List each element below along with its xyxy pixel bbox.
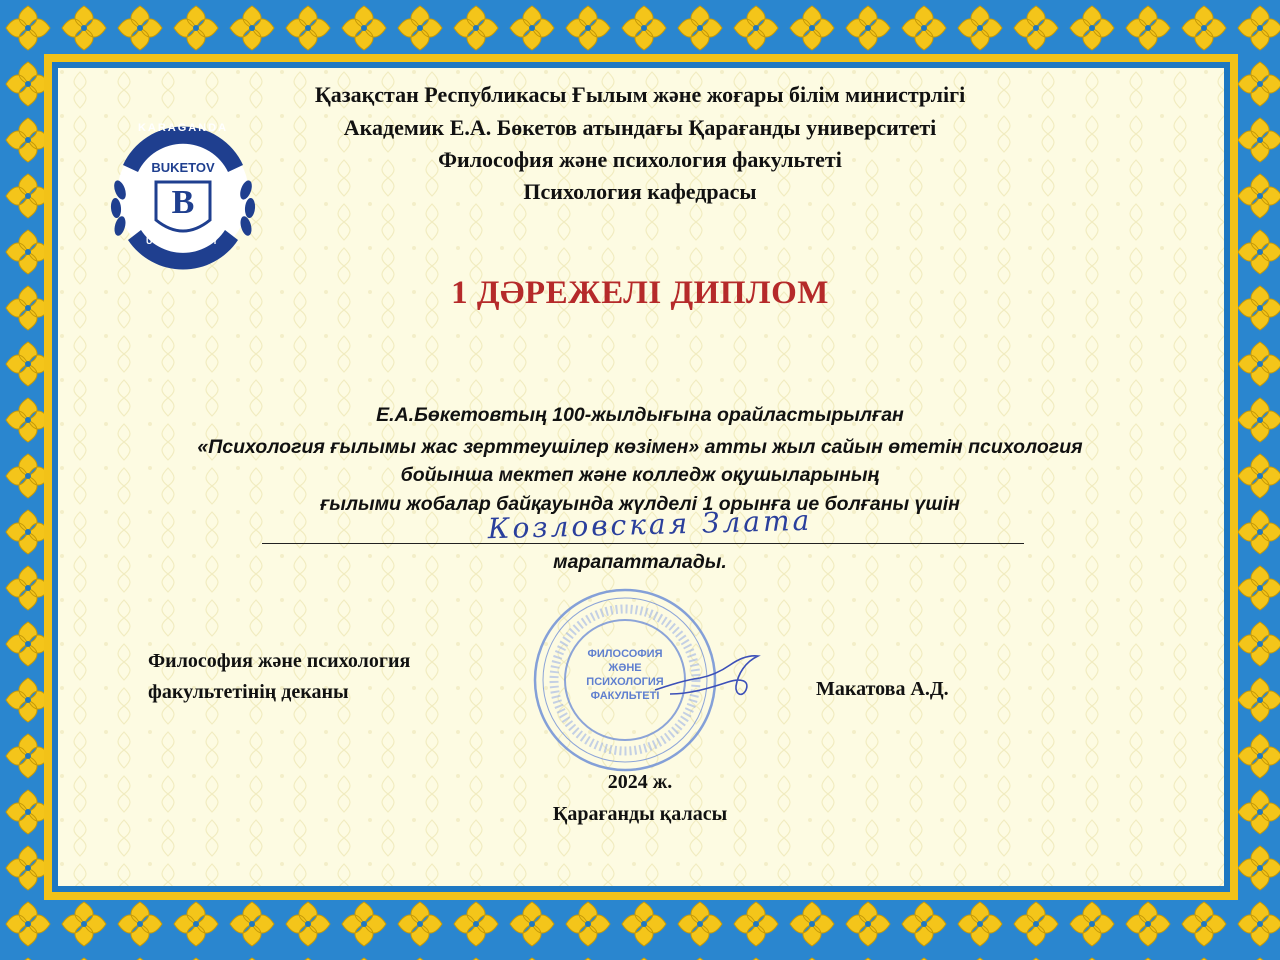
city: Қарағанды қаласы: [552, 803, 728, 825]
faculty-name: Философия және психология факультеті: [438, 147, 842, 172]
citation-line-3: бойынша мектеп және колледж оқушыларының: [400, 464, 880, 486]
signatory-role-line-1: Философия және психология: [148, 650, 411, 672]
stamp-line-3: ПСИХОЛОГИЯ: [586, 676, 664, 688]
citation-line-4: ғылыми жобалар байқауында жүлделі 1 орынға ие болғаны үшін: [320, 493, 960, 515]
signatory-name: Макатова А.Д.: [816, 678, 949, 700]
signatory-role-line-2: факультетінің деканы: [148, 681, 349, 703]
recipient-name: Козловская Злата: [487, 503, 813, 546]
stamp-line-4: ФАКУЛЬТЕТІ: [590, 690, 660, 702]
diploma-title: 1 ДӘРЕЖЕЛІ ДИПЛОМ: [451, 275, 829, 311]
year: 2024 ж.: [607, 771, 673, 793]
university-name: Академик Е.А. Бөкетов атындағы Қарағанды университеті: [343, 115, 937, 140]
stamp-line-1: ФИЛОСОФИЯ: [587, 648, 663, 660]
awarded-text: марапатталады.: [553, 551, 727, 573]
logo-top-text: KARAGANDA: [137, 122, 229, 134]
name-underline: [262, 543, 1024, 544]
logo-name-text: BUKETOV: [151, 160, 215, 175]
stamp-line-2: ЖӘНЕ: [608, 662, 642, 674]
logo-letter: B: [171, 184, 195, 221]
logo-bottom-text: UNIVERSITY: [145, 236, 220, 246]
citation-line-1: Е.А.Бөкетовтың 100-жылдығына орайластырылған: [376, 404, 904, 426]
dean-signature: [650, 650, 770, 710]
ministry-name: Қазақстан Республикасы Ғылым және жоғары білім министрлігі: [314, 82, 966, 107]
department-name: Психология кафедрасы: [523, 179, 757, 204]
citation-line-2: «Психология ғылымы жас зерттеушілер көзімен» атты жыл сайын өтетін психология: [197, 436, 1083, 458]
